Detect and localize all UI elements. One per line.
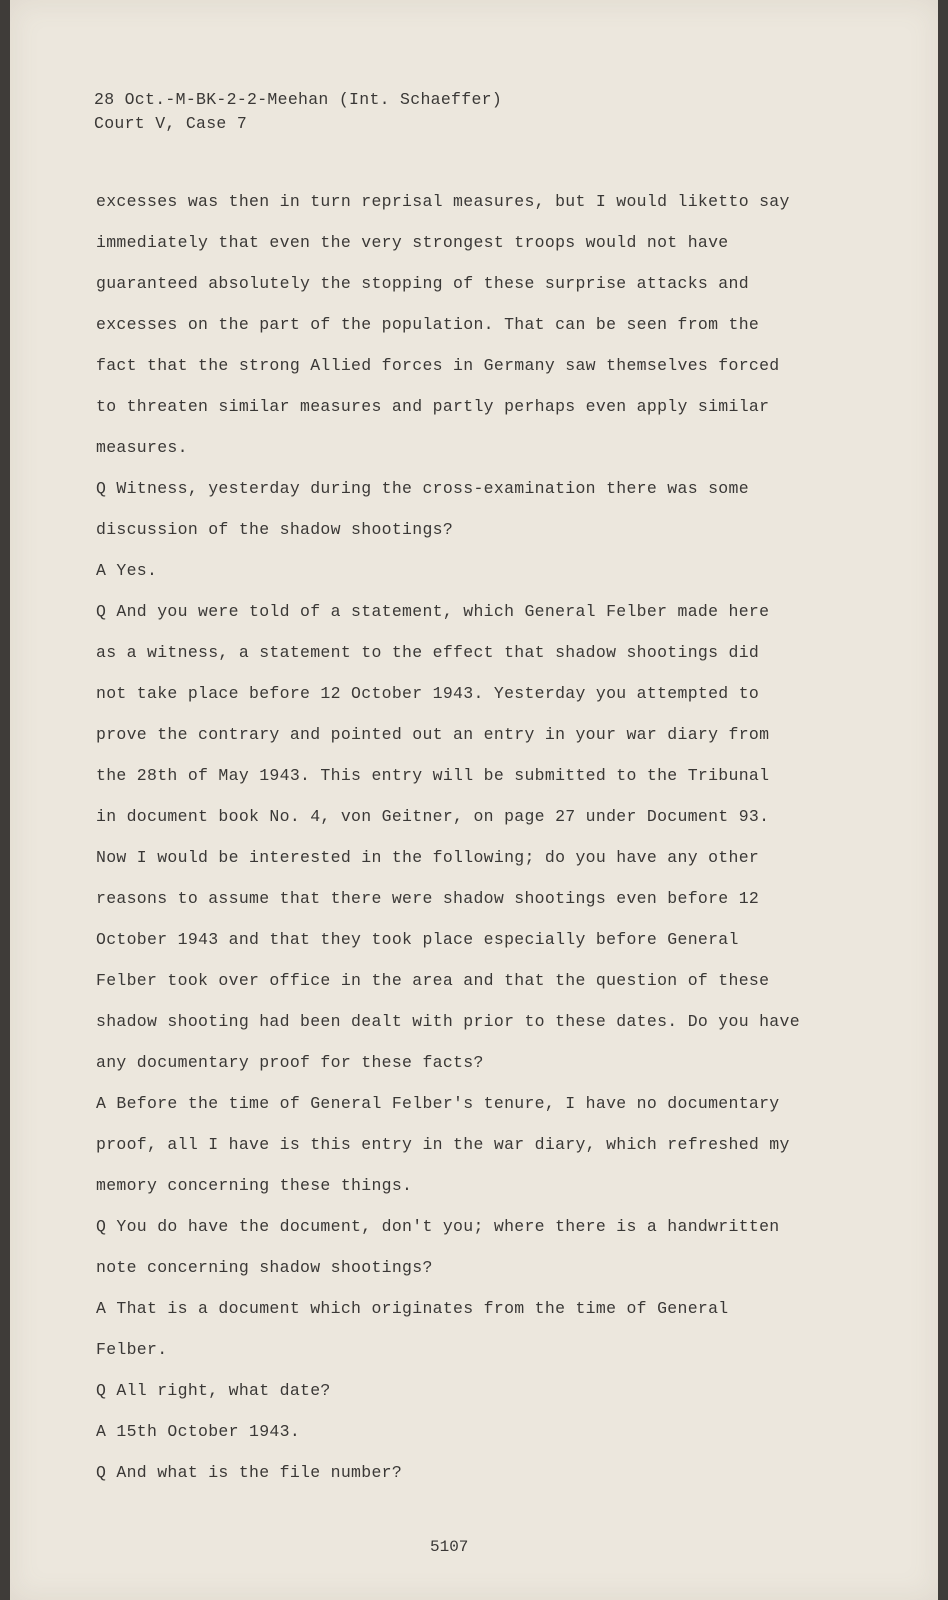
body-line: excesses on the part of the population. That can be seen from the xyxy=(96,315,760,334)
page-number: 5107 xyxy=(430,1538,469,1556)
body-line: the 28th of May 1943. This entry will be submitted to the Tribunal xyxy=(96,766,770,785)
body-line: as a witness, a statement to the effect that shadow shootings did xyxy=(96,643,760,662)
body-line: fact that the strong Allied forces in Germany saw themselves forced xyxy=(96,356,780,375)
body-line: measures. xyxy=(96,438,188,457)
body-line: to threaten similar measures and partly perhaps even apply similar xyxy=(96,397,770,416)
body-line: October 1943 and that they took place especially before General xyxy=(96,930,739,949)
body-line: Q And what is the file number? xyxy=(96,1463,403,1482)
right-page-edge xyxy=(938,0,948,1600)
body-line: guaranteed absolutely the stopping of these surprise attacks and xyxy=(96,274,749,293)
body-line: Q And you were told of a statement, which General Felber made here xyxy=(96,602,770,621)
body-line: A Before the time of General Felber's tenure, I have no documentary xyxy=(96,1094,780,1113)
body-line: A That is a document which originates from the time of General xyxy=(96,1299,729,1318)
body-line: prove the contrary and pointed out an entry in your war diary from xyxy=(96,725,770,744)
body-line: Q You do have the document, don't you; where there is a handwritten xyxy=(96,1217,780,1236)
body-line: in document book No. 4, von Geitner, on page 27 under Document 93. xyxy=(96,807,770,826)
body-line: A Yes. xyxy=(96,561,158,580)
body-line: reasons to assume that there were shadow shootings even before 12 xyxy=(96,889,760,908)
body-line: Q Witness, yesterday during the cross-examination there was some xyxy=(96,479,749,498)
body-line: shadow shooting had been dealt with prior to these dates. Do you have xyxy=(96,1012,800,1031)
body-line: memory concerning these things. xyxy=(96,1176,413,1195)
header-line-2: Court V, Case 7 xyxy=(94,114,248,133)
body-line: not take place before 12 October 1943. Yesterday you attempted to xyxy=(96,684,760,703)
body-line: A 15th October 1943. xyxy=(96,1422,301,1441)
body-line: discussion of the shadow shootings? xyxy=(96,520,454,539)
body-line: excesses was then in turn reprisal measures, but I would liketto say xyxy=(96,192,790,211)
body-line: Felber. xyxy=(96,1340,168,1359)
document-page xyxy=(10,0,938,1600)
body-line: Now I would be interested in the following; do you have any other xyxy=(96,848,760,867)
left-page-edge xyxy=(0,0,10,1600)
body-line: any documentary proof for these facts? xyxy=(96,1053,484,1072)
body-line: immediately that even the very strongest troops would not have xyxy=(96,233,729,252)
body-line: proof, all I have is this entry in the war diary, which refreshed my xyxy=(96,1135,790,1154)
body-line: note concerning shadow shootings? xyxy=(96,1258,433,1277)
header-line-1: 28 Oct.-M-BK-2-2-Meehan (Int. Schaeffer) xyxy=(94,90,503,109)
body-line: Q All right, what date? xyxy=(96,1381,331,1400)
body-line: Felber took over office in the area and that the question of these xyxy=(96,971,770,990)
